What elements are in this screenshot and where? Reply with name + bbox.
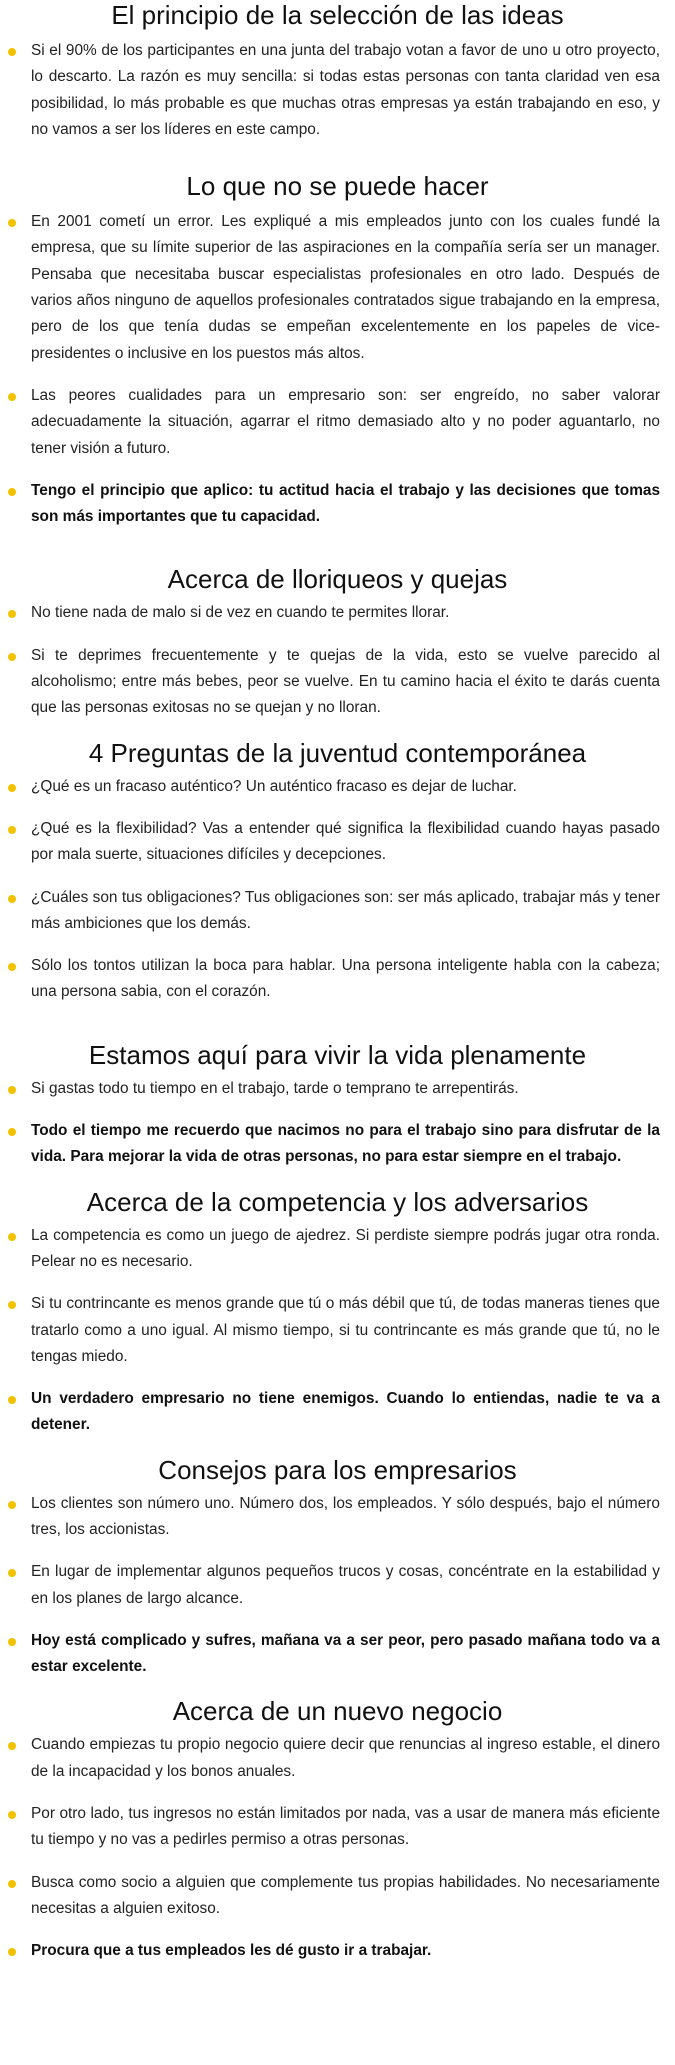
list-item bbox=[0, 1801, 675, 1854]
list-item-text: Hoy está complicado y sufres, mañana va a ser peor, pero pasado mañana todo va a estar excelente. bbox=[31, 1631, 660, 1676]
list-item bbox=[0, 643, 675, 722]
bullet-list bbox=[0, 1491, 675, 1681]
list-item bbox=[0, 38, 675, 143]
list-item-text: Los clientes son número uno. Número dos, los empleados. Y sólo después, bajo el número tres, los accionistas. bbox=[31, 1494, 660, 1538]
list-item bbox=[0, 1291, 675, 1370]
list-item-text: Las peores cualidades para un empresario son: ser engreído, no saber valorar adecuadamente la situación, agarrar el ritmo demasiado alto y no poder aguantarlo, no tener visión a futuro. bbox=[31, 386, 660, 457]
bullet-dot-icon bbox=[8, 1086, 16, 1094]
bullet-list bbox=[0, 1076, 675, 1171]
list-item-text: Un verdadero empresario no tiene enemigos. Cuando lo entiendas, nadie te va a detener. bbox=[31, 1390, 660, 1434]
bullet-list bbox=[0, 774, 675, 1006]
bullet-dot-icon bbox=[8, 784, 16, 792]
bullet-dot-icon bbox=[8, 826, 16, 834]
bullet-dot-icon bbox=[8, 653, 16, 661]
list-item bbox=[0, 600, 675, 626]
list-item-text: Cuando empiezas tu propio negocio quiere decir que renuncias al ingreso estable, el dinero de la incapacidad y los bonos anuales. bbox=[31, 1736, 660, 1780]
section-title: El principio de la selección de las ideas bbox=[111, 0, 564, 30]
section-title: Acerca de un nuevo negocio bbox=[172, 1696, 503, 1727]
bullet-list bbox=[0, 1223, 675, 1439]
list-item bbox=[0, 1386, 675, 1439]
list-item-text: La competencia es como un juego de ajedrez. Si perdiste siempre podrás jugar otra ronda. Pelear no es necesario. bbox=[31, 1226, 660, 1270]
section-lloriqueos-quejas bbox=[0, 546, 675, 721]
bullet-dot-icon bbox=[8, 1569, 16, 1577]
section-vivir-plenamente bbox=[0, 1022, 675, 1171]
list-item bbox=[0, 885, 675, 938]
bullet-dot-icon bbox=[8, 1880, 16, 1888]
bullet-dot-icon bbox=[8, 1638, 16, 1646]
list-item-text: ¿Qué es la flexibilidad? Vas a entender qué significa la flexibilidad cuando hayas pasado por mala suerte, situaciones difíciles y decepciones. bbox=[31, 819, 660, 864]
list-item-text: En 2001 cometí un error. Les expliqué a mis empleados junto con los cuales fundé la empresa, que su límite superior de las aspiraciones en la compañía sería ser un manager. Pensaba que necesitaba buscar especialistas profesionales en otro lado. Después de varios años ninguno de aquellos profesionales contratados sigue trabajando en la empresa, pero de los que tenía dudas se empeñan excelentemente en los papeles de vice-presidentes o inclusive en los puestos más altos. bbox=[31, 213, 660, 362]
list-item bbox=[0, 1938, 675, 1964]
section-seleccion-ideas bbox=[0, 0, 675, 143]
bullet-dot-icon bbox=[8, 1501, 16, 1509]
list-item bbox=[0, 1628, 675, 1681]
list-item-text: Si te deprimes frecuentemente y te quejas de la vida, esto se vuelve parecido al alcoholismo; entre más bebes, peor se vuelve. En tu camino hacia el éxito te darás cuenta que las personas exitosas no se quejan y no lloran. bbox=[31, 646, 660, 717]
section-no-se-puede-hacer bbox=[0, 159, 675, 530]
list-item bbox=[0, 1118, 675, 1171]
bullet-dot-icon bbox=[8, 393, 16, 401]
section-preguntas-juventud bbox=[0, 738, 675, 1006]
list-item bbox=[0, 816, 675, 869]
list-item bbox=[0, 383, 675, 462]
list-item-text: Si tu contrincante es menos grande que tú o más débil que tú, de todas maneras tienes que tratarlo como a uno igual. Al mismo tiempo, si tu contrincante es más grande que tú, no le tengas miedo. bbox=[31, 1295, 660, 1365]
list-item bbox=[0, 1559, 675, 1612]
bullet-dot-icon bbox=[8, 1948, 16, 1956]
list-item-text: Tengo el principio que aplico: tu actitud hacia el trabajo y las decisiones que tomas son más importantes que tu capacidad. bbox=[31, 481, 660, 526]
bullet-dot-icon bbox=[8, 1396, 16, 1404]
bullet-dot-icon bbox=[8, 219, 16, 227]
bullet-dot-icon bbox=[8, 1742, 16, 1750]
list-item-text: ¿Cuáles son tus obligaciones? Tus obligaciones son: ser más aplicado, trabajar más y tener más ambiciones que los demás. bbox=[31, 888, 660, 932]
list-item bbox=[0, 1076, 675, 1102]
bullet-list bbox=[0, 1732, 675, 1964]
bullet-dot-icon bbox=[8, 610, 16, 618]
bullet-list bbox=[0, 209, 675, 530]
section-title: Acerca de la competencia y los adversarios bbox=[86, 1186, 589, 1217]
bullet-dot-icon bbox=[8, 1233, 16, 1241]
list-item bbox=[0, 953, 675, 1006]
bullet-list bbox=[0, 38, 675, 143]
list-item-text: Busca como socio a alguien que complemente tus propias habilidades. No necesariamente necesitas a alguien exitoso. bbox=[31, 1873, 660, 1917]
list-item-text: Si el 90% de los participantes en una junta del trabajo votan a favor de uno u otro proyecto, lo descarto. La razón es muy sencilla: si todas estas personas con tanta claridad ven esa posibilidad, lo más probable es que muchas otras empresas ya están trabajando en eso, y no vamos a ser los líderes en este campo. bbox=[31, 42, 660, 138]
list-item-text: Procura que a tus empleados les dé gusto ir a trabajar. bbox=[31, 1942, 432, 1960]
section-title: Consejos para los empresarios bbox=[158, 1454, 517, 1485]
bullet-dot-icon bbox=[8, 488, 16, 496]
list-item-text: Todo el tiempo me recuerdo que nacimos no para el trabajo sino para disfrutar de la vida. Para mejorar la vida de otras personas, no para estar siempre en el trabajo. bbox=[31, 1122, 660, 1166]
list-item-text: No tiene nada de malo si de vez en cuando te permites llorar. bbox=[31, 604, 450, 622]
bullet-dot-icon bbox=[8, 1128, 16, 1136]
list-item-text: Sólo los tontos utilizan la boca para hablar. Una persona inteligente habla con la cabeza; una persona sabia, con el corazón. bbox=[31, 957, 660, 1001]
list-item bbox=[0, 1223, 675, 1276]
section-consejos-empresarios bbox=[0, 1455, 675, 1681]
bullet-dot-icon bbox=[8, 1811, 16, 1819]
list-item-text: Por otro lado, tus ingresos no están limitados por nada, vas a usar de manera más eficiente tu tiempo y no vas a pedirles permiso a otras personas. bbox=[31, 1805, 660, 1849]
section-title: Acerca de lloriqueos y quejas bbox=[167, 564, 508, 595]
section-title: 4 Preguntas de la juventud contemporánea bbox=[88, 737, 587, 768]
list-item bbox=[0, 1491, 675, 1544]
list-item bbox=[0, 1732, 675, 1785]
list-item bbox=[0, 209, 675, 367]
list-item-text: En lugar de implementar algunos pequeños trucos y cosas, concéntrate en la estabilidad y en los planes de largo alcance. bbox=[31, 1563, 660, 1607]
bullet-dot-icon bbox=[8, 963, 16, 971]
section-nuevo-negocio bbox=[0, 1696, 675, 1964]
section-competencia-adversarios bbox=[0, 1187, 675, 1439]
bullet-list bbox=[0, 600, 675, 721]
list-item bbox=[0, 1870, 675, 1923]
list-item bbox=[0, 774, 675, 800]
list-item-text: Si gastas todo tu tiempo en el trabajo, tarde o temprano te arrepentirás. bbox=[31, 1079, 519, 1097]
list-item bbox=[0, 478, 675, 531]
bullet-dot-icon bbox=[8, 895, 16, 903]
list-item-text: ¿Qué es un fracaso auténtico? Un auténtico fracaso es dejar de luchar. bbox=[31, 777, 517, 795]
section-title: Lo que no se puede hacer bbox=[186, 171, 489, 202]
section-title: Estamos aquí para vivir la vida plenamente bbox=[88, 1039, 587, 1070]
bullet-dot-icon bbox=[8, 48, 16, 56]
bullet-dot-icon bbox=[8, 1301, 16, 1309]
